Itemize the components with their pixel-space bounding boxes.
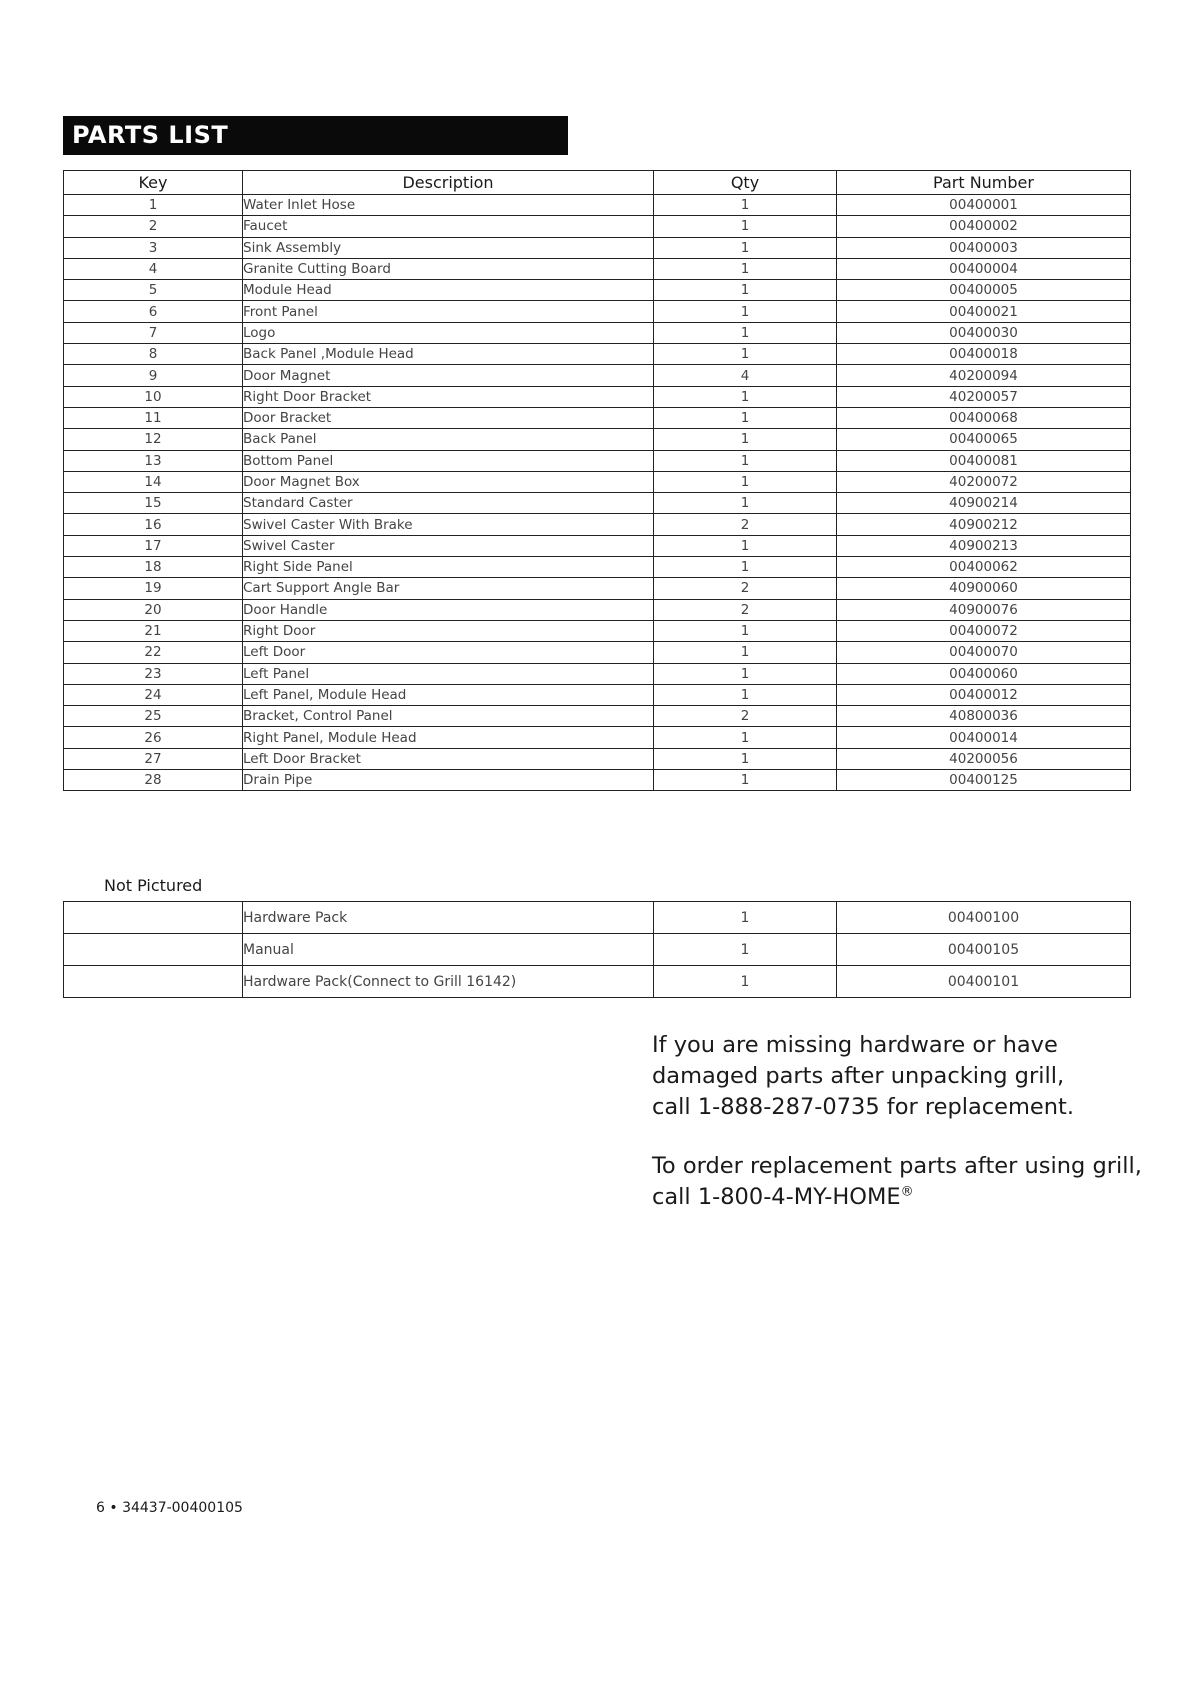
cell-description: Door Magnet Box [243,471,654,492]
cell-key: 6 [64,301,243,322]
cell-qty: 1 [654,535,837,556]
table-row [64,258,1131,279]
table-row [64,429,1131,450]
table-row [64,902,1131,934]
cell-qty: 1 [654,429,837,450]
table-row [64,535,1131,556]
cell-description: Back Panel ,Module Head [243,344,654,365]
cell-part-number: 00400021 [837,301,1131,322]
cell-part-number: 00400014 [837,727,1131,748]
cell-key: 16 [64,514,243,535]
cell-part-number: 40900214 [837,493,1131,514]
cell-qty: 1 [654,386,837,407]
table-row [64,344,1131,365]
table-row [64,301,1131,322]
cell-part-number: 40200057 [837,386,1131,407]
table-row [64,599,1131,620]
cell-description: Right Panel, Module Head [243,727,654,748]
cell-qty: 1 [654,344,837,365]
cell-key: 8 [64,344,243,365]
not-pictured-table-body [64,902,1131,998]
table-row [64,450,1131,471]
table-row [64,620,1131,641]
table-row [64,934,1131,966]
cell-part-number: 00400030 [837,322,1131,343]
cell-description: Hardware Pack(Connect to Grill 16142) [243,966,654,998]
cell-qty: 1 [654,557,837,578]
cell-description: Module Head [243,280,654,301]
cell-key [64,966,243,998]
cell-part-number: 00400018 [837,344,1131,365]
table-row [64,706,1131,727]
cell-qty: 1 [654,934,837,966]
table-row [64,770,1131,791]
cell-key: 3 [64,237,243,258]
cell-qty: 1 [654,280,837,301]
cell-description: Door Handle [243,599,654,620]
parts-table-body [64,195,1131,791]
column-header-part-number: Part Number [837,171,1131,195]
cell-description: Right Door Bracket [243,386,654,407]
order-notice-line: To order replacement parts after using grill, [652,1153,1142,1179]
cell-description: Right Side Panel [243,557,654,578]
table-row [64,663,1131,684]
cell-description: Granite Cutting Board [243,258,654,279]
cell-key [64,902,243,934]
parts-table [63,170,1131,791]
cell-key: 18 [64,557,243,578]
cell-qty: 1 [654,642,837,663]
cell-description: Drain Pipe [243,770,654,791]
order-notice-line [652,1182,1130,1213]
cell-qty: 1 [654,770,837,791]
cell-key: 20 [64,599,243,620]
cell-qty: 1 [654,237,837,258]
cell-qty: 1 [654,684,837,705]
cell-qty: 4 [654,365,837,386]
cell-part-number: 40800036 [837,706,1131,727]
cell-qty: 1 [654,663,837,684]
cell-part-number: 00400070 [837,642,1131,663]
table-row [64,727,1131,748]
missing-hardware-notice [652,1030,1130,1123]
cell-key: 9 [64,365,243,386]
cell-key: 17 [64,535,243,556]
cell-description: Cart Support Angle Bar [243,578,654,599]
missing-notice-line: If you are missing hardware or have [652,1032,1058,1058]
table-row [64,195,1131,216]
cell-part-number: 40900212 [837,514,1131,535]
cell-key: 19 [64,578,243,599]
cell-part-number: 40200072 [837,471,1131,492]
column-header-qty: Qty [654,171,837,195]
cell-description: Water Inlet Hose [243,195,654,216]
cell-part-number: 00400125 [837,770,1131,791]
cell-qty: 2 [654,599,837,620]
order-parts-notice [652,1151,1142,1213]
cell-qty: 1 [654,493,837,514]
cell-part-number: 40900076 [837,599,1131,620]
cell-description: Door Bracket [243,407,654,428]
registered-mark: ® [900,1184,914,1200]
cell-key: 15 [64,493,243,514]
cell-qty: 2 [654,514,837,535]
cell-qty: 1 [654,748,837,769]
column-header-key: Key [64,171,243,195]
cell-key: 28 [64,770,243,791]
cell-part-number: 00400068 [837,407,1131,428]
cell-description: Logo [243,322,654,343]
cell-key: 5 [64,280,243,301]
cell-qty: 1 [654,195,837,216]
cell-description: Left Door Bracket [243,748,654,769]
cell-key: 2 [64,216,243,237]
cell-part-number: 00400005 [837,280,1131,301]
table-row [64,365,1131,386]
cell-part-number: 40200094 [837,365,1131,386]
cell-qty: 1 [654,620,837,641]
cell-key: 10 [64,386,243,407]
cell-part-number: 40900213 [837,535,1131,556]
cell-description: Swivel Caster [243,535,654,556]
cell-part-number: 00400060 [837,663,1131,684]
cell-description: Manual [243,934,654,966]
cell-key: 11 [64,407,243,428]
cell-key: 27 [64,748,243,769]
table-row [64,748,1131,769]
cell-description: Door Magnet [243,365,654,386]
table-row [64,557,1131,578]
missing-notice-line: damaged parts after unpacking grill, [652,1063,1065,1089]
cell-key: 24 [64,684,243,705]
cell-qty: 1 [654,322,837,343]
cell-description: Front Panel [243,301,654,322]
cell-part-number: 00400100 [837,902,1131,934]
cell-part-number: 00400101 [837,966,1131,998]
cell-description: Faucet [243,216,654,237]
cell-description: Swivel Caster With Brake [243,514,654,535]
not-pictured-table [63,901,1131,998]
table-row [64,216,1131,237]
cell-part-number: 00400072 [837,620,1131,641]
cell-key: 22 [64,642,243,663]
cell-part-number: 00400001 [837,195,1131,216]
order-phone-text: call 1-800-4-MY-HOME [652,1184,901,1210]
cell-description: Back Panel [243,429,654,450]
page-footer: 6 • 34437-00400105 [96,1500,243,1516]
column-header-description: Description [243,171,654,195]
cell-part-number: 00400081 [837,450,1131,471]
table-row [64,471,1131,492]
table-row [64,642,1131,663]
cell-qty: 1 [654,216,837,237]
cell-key: 1 [64,195,243,216]
cell-key: 21 [64,620,243,641]
missing-notice-line: call 1-888-287-0735 for replacement. [652,1094,1075,1120]
cell-description: Left Door [243,642,654,663]
table-row [64,514,1131,535]
cell-qty: 1 [654,407,837,428]
cell-part-number: 00400004 [837,258,1131,279]
cell-part-number: 40200056 [837,748,1131,769]
cell-part-number: 00400003 [837,237,1131,258]
cell-part-number: 00400012 [837,684,1131,705]
cell-description: Sink Assembly [243,237,654,258]
cell-qty: 1 [654,450,837,471]
cell-qty: 1 [654,471,837,492]
not-pictured-label: Not Pictured [104,876,203,895]
cell-description: Standard Caster [243,493,654,514]
table-row [64,684,1131,705]
parts-list-heading: PARTS LIST [63,116,568,155]
table-row [64,237,1131,258]
cell-qty: 1 [654,727,837,748]
cell-part-number: 00400065 [837,429,1131,450]
cell-part-number: 00400002 [837,216,1131,237]
cell-qty: 2 [654,706,837,727]
cell-key: 4 [64,258,243,279]
table-row [64,407,1131,428]
cell-key [64,934,243,966]
table-row [64,322,1131,343]
table-row [64,493,1131,514]
parts-table-header-row [64,171,1131,195]
cell-description: Left Panel, Module Head [243,684,654,705]
table-row [64,966,1131,998]
table-row [64,386,1131,407]
cell-description: Bottom Panel [243,450,654,471]
cell-key: 7 [64,322,243,343]
cell-description: Left Panel [243,663,654,684]
cell-key: 14 [64,471,243,492]
cell-qty: 1 [654,902,837,934]
cell-key: 25 [64,706,243,727]
cell-part-number: 00400062 [837,557,1131,578]
cell-qty: 1 [654,966,837,998]
cell-part-number: 00400105 [837,934,1131,966]
table-row [64,280,1131,301]
cell-qty: 2 [654,578,837,599]
cell-key: 26 [64,727,243,748]
cell-description: Bracket, Control Panel [243,706,654,727]
cell-description: Hardware Pack [243,902,654,934]
cell-description: Right Door [243,620,654,641]
cell-key: 13 [64,450,243,471]
table-row [64,578,1131,599]
cell-qty: 1 [654,258,837,279]
cell-key: 23 [64,663,243,684]
cell-qty: 1 [654,301,837,322]
cell-key: 12 [64,429,243,450]
cell-part-number: 40900060 [837,578,1131,599]
